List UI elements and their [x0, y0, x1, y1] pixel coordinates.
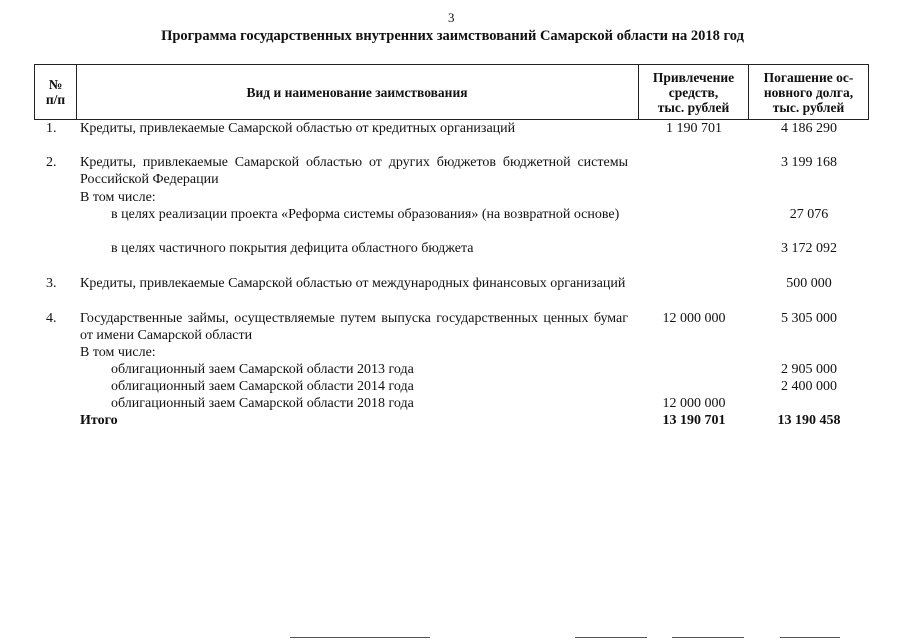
- total-row: [0, 412, 905, 430]
- row-description: облигационный заем Самарской области 2013 года: [111, 362, 414, 377]
- header-num-label: № п/п: [45, 77, 66, 107]
- row-description: Кредиты, привлекаемые Самарской областью от международных финансовых организаций: [80, 276, 626, 291]
- signature-line: [575, 637, 647, 638]
- row-description: в целях частичного покрытия дефицита областного бюджета: [111, 241, 474, 256]
- row-description: Кредиты, привлекаемые Самарской областью от других бюджетов бюджетной системы Российской Федерации: [80, 155, 628, 187]
- header-cell-attraction: [639, 64, 749, 120]
- header-cell-name: [76, 64, 639, 120]
- row-description: Государственные займы, осуществляемые путем выпуска государственных ценных бумаг от имени Самарской области: [80, 311, 628, 343]
- table-row: [0, 275, 905, 309]
- header-cell-num: [34, 64, 77, 120]
- row-description: В том числе:: [80, 345, 156, 360]
- row-repayment: 4 186 290: [781, 121, 837, 136]
- row-number: 4.: [46, 311, 57, 326]
- signature-line: [672, 637, 744, 638]
- table-row: [0, 361, 905, 379]
- signature-line: [780, 637, 840, 638]
- row-repayment: 5 305 000: [781, 311, 837, 326]
- table-row: [0, 395, 905, 413]
- row-attraction: 12 000 000: [662, 396, 726, 411]
- table-row: [0, 378, 905, 396]
- row-description: в целях реализации проекта «Реформа системы образования» (на возвратной основе): [111, 207, 620, 222]
- signature-line: [290, 637, 430, 638]
- total-attraction: 13 190 701: [662, 413, 726, 428]
- header-name-label: Вид и наименование заимствования: [246, 84, 468, 100]
- row-attraction: 1 190 701: [666, 121, 722, 136]
- row-repayment: 2 905 000: [781, 362, 837, 377]
- row-number: 1.: [46, 121, 57, 136]
- row-repayment: 27 076: [789, 207, 829, 222]
- row-repayment: 2 400 000: [781, 379, 837, 394]
- row-description: облигационный заем Самарской области 2018 года: [111, 396, 414, 411]
- row-description: Кредиты, привлекаемые Самарской областью от кредитных организаций: [80, 121, 516, 136]
- header-repayment-label: Погашение ос- новного долга, тыс. рублей: [763, 69, 854, 115]
- row-repayment: 500 000: [786, 276, 832, 291]
- total-label: Итого: [80, 413, 118, 428]
- row-attraction: 12 000 000: [662, 311, 726, 326]
- header-cell-repayment: [749, 64, 869, 120]
- row-description: облигационный заем Самарской области 2014 года: [111, 379, 414, 394]
- row-number: 3.: [46, 276, 57, 291]
- document-title: Программа государственных внутренних заимствований Самарской области на 2018 год: [161, 28, 744, 44]
- table-row: [0, 189, 905, 207]
- page-number: 3: [448, 10, 455, 25]
- table-row: [0, 154, 905, 188]
- total-repayment: 13 190 458: [777, 413, 841, 428]
- row-number: 2.: [46, 155, 57, 170]
- row-repayment: 3 172 092: [781, 241, 837, 256]
- header-attraction-label: Привлечение средств, тыс. рублей: [652, 69, 735, 115]
- table-row: [0, 240, 905, 258]
- table-row: [0, 120, 905, 138]
- table-row: [0, 206, 905, 240]
- table-row: [0, 344, 905, 362]
- row-repayment: 3 199 168: [781, 155, 837, 170]
- row-description: В том числе:: [80, 190, 156, 205]
- table-row: [0, 310, 905, 344]
